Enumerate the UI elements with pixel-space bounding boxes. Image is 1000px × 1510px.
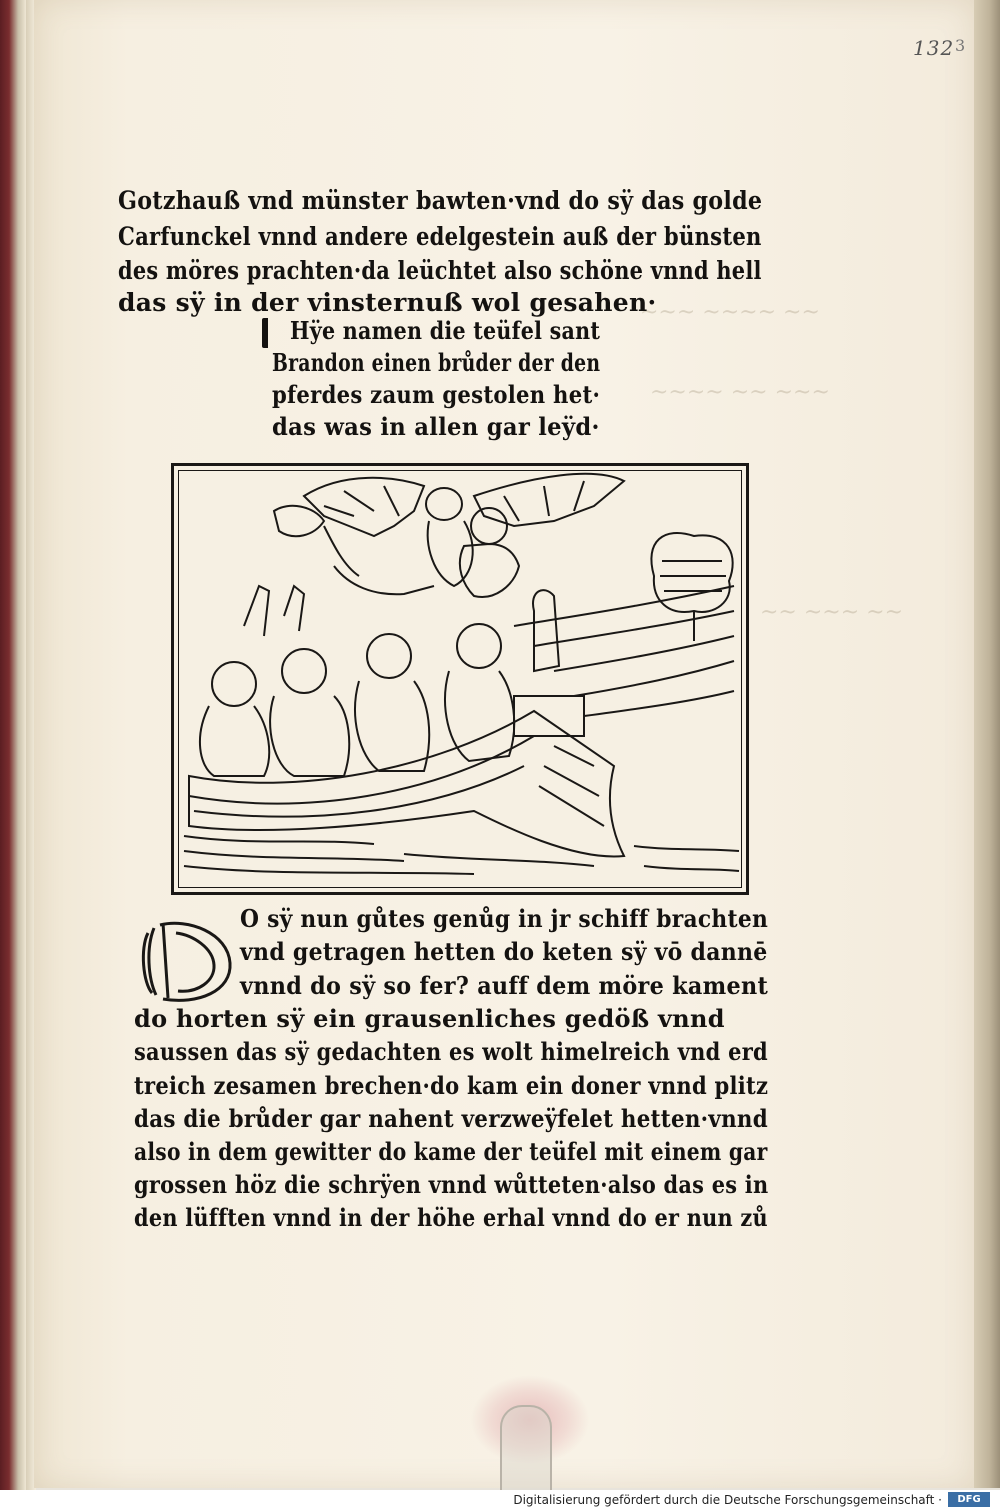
book-spine xyxy=(0,0,26,1490)
text-line: den lüfften vnnd in der höhe erhal vnnd do er nun zů xyxy=(134,1203,768,1232)
show-through-text: ~~ ~~~ ~~ xyxy=(760,600,904,625)
text-line: O sÿ nun gůtes genůg in jr schiff brachten xyxy=(240,904,769,933)
text-line: also in dem gewitter do kame der teüfel mit einem gar xyxy=(134,1137,768,1166)
caption-line: das was in allen gar leÿd· xyxy=(272,412,600,441)
text-line: do horten sÿ ein grausenliches gedöß vnnd xyxy=(134,1004,725,1033)
text-line: saussen das sÿ gedachten es wolt himelreich vnd erd xyxy=(134,1037,768,1066)
digitization-credit: Digitalisierung gefördert durch die Deutsche Forschungsgemeinschaft · xyxy=(513,1493,942,1507)
text-line: Gotzhauß vnd münster bawten·vnd do sÿ das golde xyxy=(118,186,763,215)
decorated-initial-d xyxy=(138,913,238,1008)
caption-line: Brandon einen brůder der den xyxy=(272,348,601,377)
text-line: vnnd do sÿ so fer? auff dem möre kament xyxy=(240,971,769,1000)
page-holder-clip xyxy=(500,1405,552,1492)
page-edge xyxy=(974,0,1000,1488)
text-line: Carfunckel vnnd andere edelgestein auß der bünsten xyxy=(118,222,762,251)
digitization-footer xyxy=(0,1490,1000,1510)
text-line: das die brůder gar nahent verzweÿfelet hetten·vnnd xyxy=(134,1104,768,1133)
paragraph-mark xyxy=(262,318,286,348)
dfg-logo: DFG xyxy=(948,1492,990,1507)
text-line: grossen höz die schrÿen vnnd wůtteten·also das es in xyxy=(134,1170,769,1199)
folio-number: 132 xyxy=(913,36,955,60)
show-through-text: ~~~ ~~~~ ~~ xyxy=(640,300,820,325)
caption-line: Hÿe namen die teüfel sant xyxy=(290,316,601,345)
woodcut-drawing xyxy=(174,466,752,898)
text-line: vnd getragen hetten do keten sÿ vō dannē xyxy=(240,937,768,966)
folio-mark: 3 xyxy=(955,36,966,55)
text-line: das sÿ in der vinsternuß wol gesahen· xyxy=(118,288,657,317)
show-through-text: ~~~~ ~~ ~~~ xyxy=(650,380,830,405)
text-line: treich zesamen brechen·do kam ein doner vnnd plitz xyxy=(134,1071,769,1100)
text-line: des möres prachten·da leüchtet also schöne vnnd hell xyxy=(118,256,762,285)
woodcut-illustration xyxy=(171,463,749,895)
caption-line: pferdes zaum gestolen het· xyxy=(272,380,601,409)
